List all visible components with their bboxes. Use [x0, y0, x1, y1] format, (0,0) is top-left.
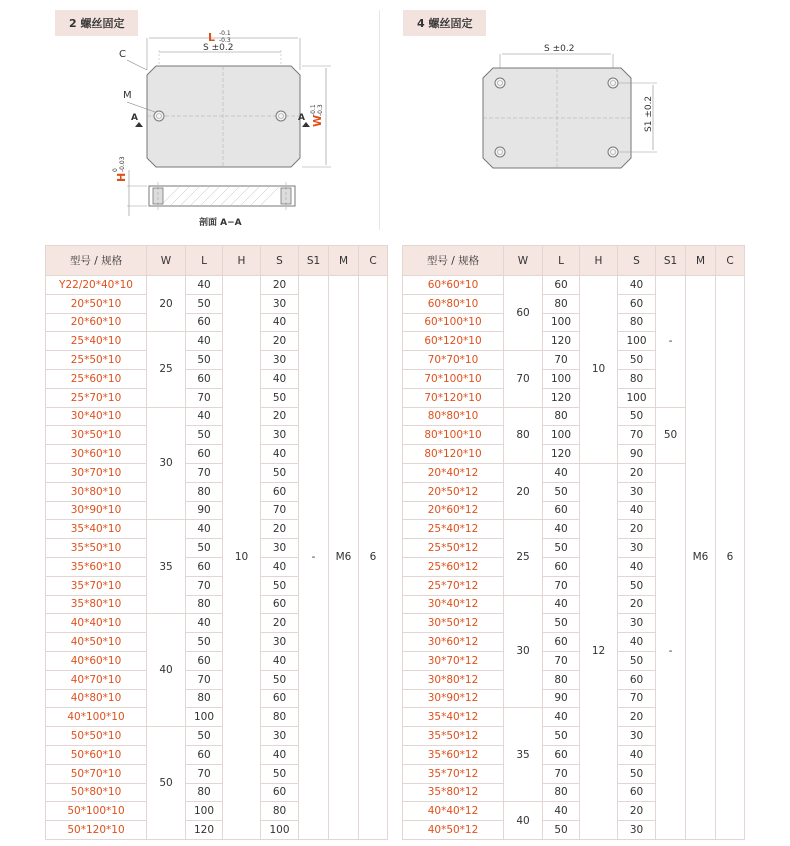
- section-caption: 剖面 A−A: [199, 218, 242, 228]
- model-cell: 25*70*12: [403, 576, 504, 595]
- s-cell: 80: [618, 369, 656, 388]
- s-cell: 60: [618, 783, 656, 802]
- model-cell: 60*100*10: [403, 313, 504, 332]
- dim-W-tol-bot: -0.3: [317, 104, 324, 116]
- s-cell: 30: [261, 351, 299, 370]
- model-cell: 70*100*10: [403, 369, 504, 388]
- l-cell: 80: [543, 783, 580, 802]
- s-cell: 20: [618, 708, 656, 727]
- s-cell: 100: [261, 821, 299, 840]
- l-cell: 50: [543, 821, 580, 840]
- l-cell: 80: [186, 689, 223, 708]
- l-cell: 80: [186, 783, 223, 802]
- model-cell: 35*60*12: [403, 745, 504, 764]
- l-cell: 120: [543, 445, 580, 464]
- left-table-header: [46, 246, 388, 276]
- s-cell: 40: [618, 745, 656, 764]
- l-cell: 50: [543, 539, 580, 558]
- column-header: 型号 / 规格: [403, 246, 504, 276]
- s1-cell: -: [656, 463, 686, 839]
- l-cell: 70: [186, 764, 223, 783]
- s-cell: 50: [618, 407, 656, 426]
- model-cell: 60*60*10: [403, 276, 504, 295]
- model-cell: 35*40*10: [46, 520, 147, 539]
- s-cell: 40: [261, 313, 299, 332]
- w-cell: 80: [504, 407, 543, 463]
- right-panel-title: 4 螺丝固定: [403, 10, 486, 36]
- model-cell: 25*60*10: [46, 369, 147, 388]
- l-cell: 60: [186, 651, 223, 670]
- l-cell: 80: [186, 595, 223, 614]
- s-cell: 50: [618, 351, 656, 370]
- model-cell: 35*50*10: [46, 539, 147, 558]
- w-cell: 20: [504, 463, 543, 519]
- model-cell: 25*40*12: [403, 520, 504, 539]
- s-cell: 60: [618, 294, 656, 313]
- two-screw-plate-drawing: [55, 10, 379, 230]
- l-cell: 60: [543, 276, 580, 295]
- model-cell: 50*80*10: [46, 783, 147, 802]
- h-cell: 10: [580, 276, 618, 464]
- s-cell: 50: [261, 576, 299, 595]
- m-cell: M6: [329, 276, 359, 840]
- s-cell: 40: [261, 745, 299, 764]
- s-cell: 50: [261, 463, 299, 482]
- l-cell: 70: [186, 576, 223, 595]
- l-cell: 50: [186, 633, 223, 652]
- dim-M-label: M: [123, 90, 132, 101]
- w-cell: 35: [504, 708, 543, 802]
- s-cell: 60: [261, 783, 299, 802]
- column-header: M: [686, 246, 716, 276]
- model-cell: 30*70*12: [403, 651, 504, 670]
- l-cell: 50: [186, 351, 223, 370]
- dim-L-label: L: [208, 31, 216, 44]
- s-cell: 30: [618, 727, 656, 746]
- model-cell: 50*70*10: [46, 764, 147, 783]
- l-cell: 50: [186, 539, 223, 558]
- model-cell: 40*80*10: [46, 689, 147, 708]
- model-cell: 30*50*12: [403, 614, 504, 633]
- l-cell: 60: [543, 557, 580, 576]
- model-cell: 30*60*12: [403, 633, 504, 652]
- s-cell: 40: [618, 557, 656, 576]
- model-cell: 80*80*10: [403, 407, 504, 426]
- dim-S1-label: S1 ±0.2: [644, 95, 654, 132]
- w-cell: 60: [504, 276, 543, 351]
- l-cell: 100: [543, 369, 580, 388]
- column-header: C: [359, 246, 388, 276]
- s-cell: 20: [618, 595, 656, 614]
- model-cell: 35*80*12: [403, 783, 504, 802]
- l-cell: 60: [186, 557, 223, 576]
- l-cell: 40: [186, 332, 223, 351]
- model-cell: 20*60*12: [403, 501, 504, 520]
- left-panel-title: 2 螺丝固定: [55, 10, 138, 36]
- s1-cell: -: [299, 276, 329, 840]
- s-cell: 50: [261, 670, 299, 689]
- l-cell: 70: [543, 351, 580, 370]
- model-cell: 30*80*12: [403, 670, 504, 689]
- model-cell: 25*50*12: [403, 539, 504, 558]
- model-cell: 35*80*10: [46, 595, 147, 614]
- model-cell: 35*70*10: [46, 576, 147, 595]
- model-cell: 40*70*10: [46, 670, 147, 689]
- model-cell: 20*50*12: [403, 482, 504, 501]
- h-cell: 10: [223, 276, 261, 840]
- model-cell: 25*70*10: [46, 388, 147, 407]
- l-cell: 100: [543, 426, 580, 445]
- l-cell: 50: [543, 482, 580, 501]
- s-cell: 30: [618, 539, 656, 558]
- l-cell: 40: [543, 708, 580, 727]
- l-cell: 40: [186, 520, 223, 539]
- s-cell: 30: [261, 727, 299, 746]
- model-cell: 35*50*12: [403, 727, 504, 746]
- l-cell: 50: [543, 614, 580, 633]
- model-cell: 30*80*10: [46, 482, 147, 501]
- model-cell: 30*70*10: [46, 463, 147, 482]
- s-cell: 40: [618, 501, 656, 520]
- left-drawing-panel: [55, 10, 380, 230]
- dim-S-label: S ±0.2: [203, 43, 234, 53]
- s-cell: 20: [618, 520, 656, 539]
- dim-W-label: W: [311, 114, 324, 127]
- section-A-left: A: [131, 113, 138, 123]
- l-cell: 50: [186, 426, 223, 445]
- model-cell: 70*120*10: [403, 388, 504, 407]
- model-cell: Y22/20*40*10: [46, 276, 147, 295]
- left-spec-table: [45, 245, 388, 840]
- column-header: H: [580, 246, 618, 276]
- model-cell: 30*90*12: [403, 689, 504, 708]
- l-cell: 50: [186, 294, 223, 313]
- s-cell: 50: [261, 388, 299, 407]
- s-cell: 100: [618, 388, 656, 407]
- model-cell: 25*40*10: [46, 332, 147, 351]
- l-cell: 40: [543, 463, 580, 482]
- l-cell: 80: [186, 482, 223, 501]
- model-cell: 50*60*10: [46, 745, 147, 764]
- c-cell: 6: [359, 276, 388, 840]
- s-cell: 50: [618, 651, 656, 670]
- column-header: L: [186, 246, 223, 276]
- model-cell: 20*40*12: [403, 463, 504, 482]
- model-cell: 20*50*10: [46, 294, 147, 313]
- dim-C-label: C: [119, 49, 126, 60]
- l-cell: 50: [543, 727, 580, 746]
- model-cell: 20*60*10: [46, 313, 147, 332]
- s-cell: 40: [261, 445, 299, 464]
- model-cell: 50*120*10: [46, 821, 147, 840]
- s-cell: 20: [261, 614, 299, 633]
- l-cell: 90: [186, 501, 223, 520]
- l-cell: 40: [543, 802, 580, 821]
- model-cell: 40*50*12: [403, 821, 504, 840]
- column-header: S1: [299, 246, 329, 276]
- model-cell: 40*100*10: [46, 708, 147, 727]
- model-cell: 50*100*10: [46, 802, 147, 821]
- w-cell: 25: [504, 520, 543, 595]
- column-header: L: [543, 246, 580, 276]
- model-cell: 30*40*12: [403, 595, 504, 614]
- right-table-header: [403, 246, 745, 276]
- column-header: W: [504, 246, 543, 276]
- s-cell: 60: [618, 670, 656, 689]
- column-header: M: [329, 246, 359, 276]
- l-cell: 60: [543, 633, 580, 652]
- dim-L-tol-bot: -0.3: [219, 37, 231, 44]
- l-cell: 40: [186, 614, 223, 633]
- s-cell: 30: [261, 539, 299, 558]
- l-cell: 100: [186, 708, 223, 727]
- model-cell: 50*50*10: [46, 727, 147, 746]
- w-cell: 40: [504, 802, 543, 840]
- l-cell: 60: [543, 745, 580, 764]
- w-cell: 40: [147, 614, 186, 727]
- table-row: [403, 276, 745, 295]
- l-cell: 120: [186, 821, 223, 840]
- s-cell: 50: [618, 576, 656, 595]
- l-cell: 80: [543, 670, 580, 689]
- dim-H-tol-bot: -0.03: [119, 156, 126, 172]
- l-cell: 90: [543, 689, 580, 708]
- s-cell: 70: [261, 501, 299, 520]
- s-cell: 60: [261, 689, 299, 708]
- column-header: S1: [656, 246, 686, 276]
- s-cell: 20: [261, 407, 299, 426]
- c-cell: 6: [716, 276, 745, 840]
- s-cell: 70: [618, 689, 656, 708]
- l-cell: 70: [543, 576, 580, 595]
- model-cell: 40*50*10: [46, 633, 147, 652]
- l-cell: 40: [186, 276, 223, 295]
- model-cell: 40*60*10: [46, 651, 147, 670]
- dim-L-tol-top: -0.1: [219, 30, 231, 37]
- l-cell: 120: [543, 388, 580, 407]
- l-cell: 70: [543, 651, 580, 670]
- l-cell: 40: [543, 520, 580, 539]
- w-cell: 35: [147, 520, 186, 614]
- column-header: W: [147, 246, 186, 276]
- dim-H-tol-top: 0: [112, 168, 119, 172]
- l-cell: 70: [186, 670, 223, 689]
- dim-W-tol-top: -0.1: [310, 104, 317, 116]
- l-cell: 70: [543, 764, 580, 783]
- l-cell: 50: [186, 727, 223, 746]
- dim-S-label: S ±0.2: [544, 44, 575, 54]
- s-cell: 40: [618, 633, 656, 652]
- s-cell: 50: [261, 764, 299, 783]
- s-cell: 20: [618, 802, 656, 821]
- h-cell: 12: [580, 463, 618, 839]
- model-cell: 25*60*12: [403, 557, 504, 576]
- model-cell: 60*80*10: [403, 294, 504, 313]
- s-cell: 40: [618, 276, 656, 295]
- s-cell: 20: [261, 520, 299, 539]
- right-drawing-panel: [403, 10, 743, 230]
- model-cell: 30*90*10: [46, 501, 147, 520]
- model-cell: 30*50*10: [46, 426, 147, 445]
- l-cell: 80: [543, 294, 580, 313]
- s-cell: 40: [261, 651, 299, 670]
- l-cell: 120: [543, 332, 580, 351]
- l-cell: 60: [186, 313, 223, 332]
- s-cell: 40: [261, 557, 299, 576]
- model-cell: 60*120*10: [403, 332, 504, 351]
- s-cell: 30: [618, 821, 656, 840]
- w-cell: 25: [147, 332, 186, 407]
- model-cell: 80*100*10: [403, 426, 504, 445]
- s-cell: 40: [261, 369, 299, 388]
- model-cell: 35*40*12: [403, 708, 504, 727]
- column-header: S: [618, 246, 656, 276]
- s-cell: 60: [261, 482, 299, 501]
- s-cell: 80: [261, 802, 299, 821]
- four-screw-plate-drawing: [403, 10, 743, 230]
- model-cell: 80*120*10: [403, 445, 504, 464]
- w-cell: 30: [504, 595, 543, 708]
- l-cell: 100: [543, 313, 580, 332]
- model-cell: 30*60*10: [46, 445, 147, 464]
- w-cell: 20: [147, 276, 186, 332]
- l-cell: 80: [543, 407, 580, 426]
- s-cell: 20: [261, 332, 299, 351]
- l-cell: 40: [543, 595, 580, 614]
- model-cell: 40*40*12: [403, 802, 504, 821]
- l-cell: 70: [186, 463, 223, 482]
- s-cell: 20: [618, 463, 656, 482]
- w-cell: 30: [147, 407, 186, 520]
- s-cell: 70: [618, 426, 656, 445]
- column-header: H: [223, 246, 261, 276]
- l-cell: 60: [186, 445, 223, 464]
- w-cell: 70: [504, 351, 543, 407]
- l-cell: 40: [186, 407, 223, 426]
- model-cell: 70*70*10: [403, 351, 504, 370]
- s-cell: 30: [261, 426, 299, 445]
- model-cell: 35*70*12: [403, 764, 504, 783]
- m-cell: M6: [686, 276, 716, 840]
- w-cell: 50: [147, 727, 186, 840]
- l-cell: 60: [543, 501, 580, 520]
- dim-H-label: H: [115, 172, 128, 182]
- l-cell: 60: [186, 369, 223, 388]
- s1-cell: 50: [656, 407, 686, 463]
- model-cell: 35*60*10: [46, 557, 147, 576]
- s-cell: 90: [618, 445, 656, 464]
- column-header: C: [716, 246, 745, 276]
- s-cell: 30: [618, 482, 656, 501]
- s-cell: 80: [618, 313, 656, 332]
- s1-cell: -: [656, 276, 686, 408]
- s-cell: 30: [261, 633, 299, 652]
- model-cell: 25*50*10: [46, 351, 147, 370]
- s-cell: 50: [618, 764, 656, 783]
- s-cell: 80: [261, 708, 299, 727]
- section-A-right: A: [298, 113, 305, 123]
- column-header: 型号 / 规格: [46, 246, 147, 276]
- s-cell: 30: [618, 614, 656, 633]
- s-cell: 20: [261, 276, 299, 295]
- column-header: S: [261, 246, 299, 276]
- s-cell: 30: [261, 294, 299, 313]
- s-cell: 60: [261, 595, 299, 614]
- l-cell: 100: [186, 802, 223, 821]
- table-row: [46, 276, 388, 295]
- s-cell: 100: [618, 332, 656, 351]
- right-spec-table: [402, 245, 745, 840]
- model-cell: 30*40*10: [46, 407, 147, 426]
- l-cell: 60: [186, 745, 223, 764]
- model-cell: 40*40*10: [46, 614, 147, 633]
- l-cell: 70: [186, 388, 223, 407]
